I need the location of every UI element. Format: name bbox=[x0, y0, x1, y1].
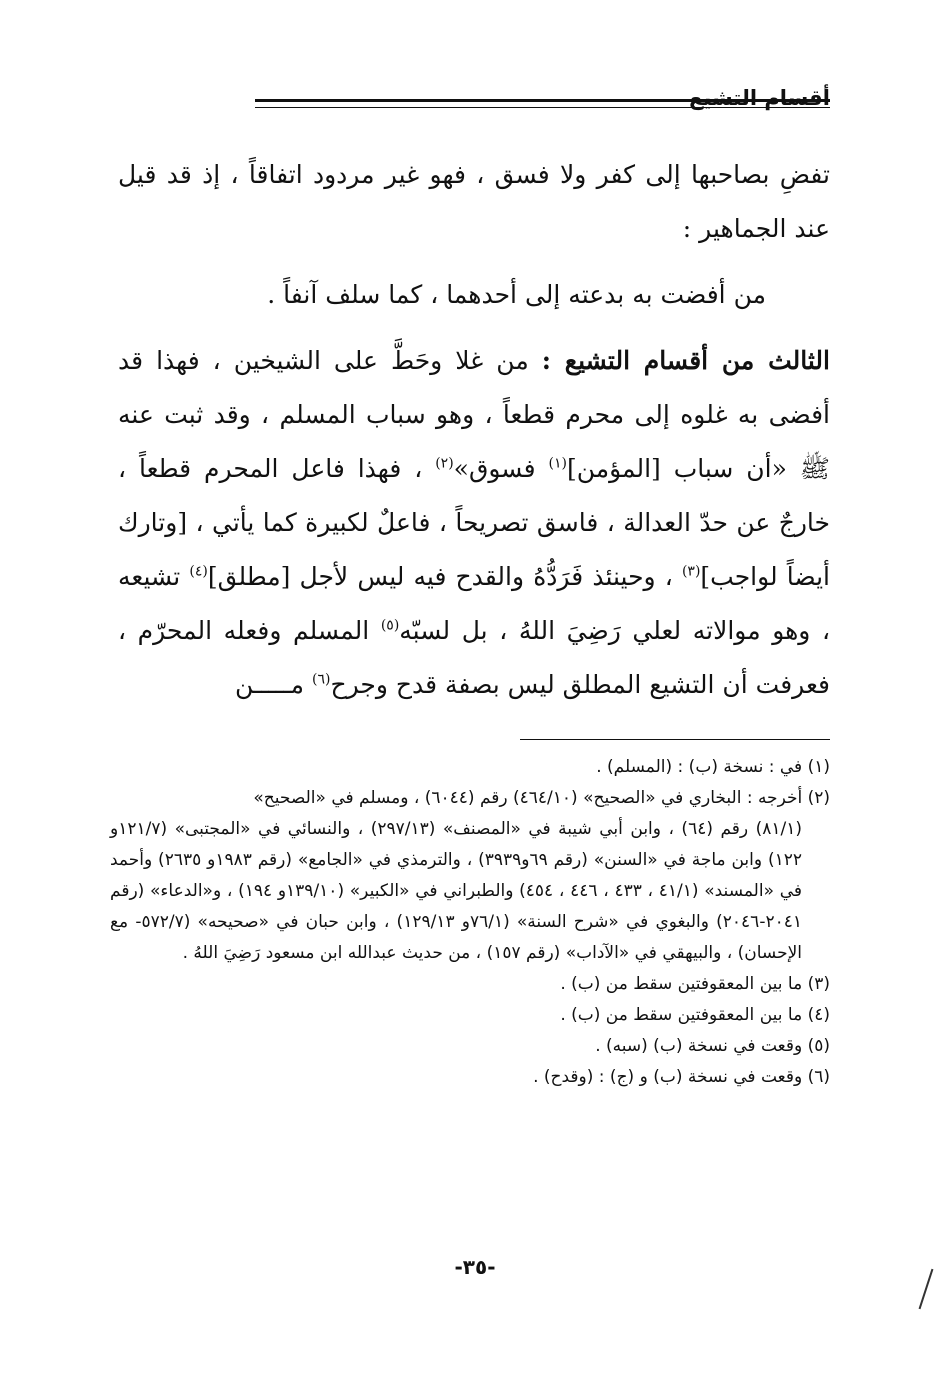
footnote-ref-3[interactable]: (٣) bbox=[681, 563, 701, 580]
text-run: ، وحينئذ فَرَدُّهُ والقدح فيه ليس لأجل [مطلق] bbox=[207, 562, 682, 591]
section-lead: الثالث من أقسام التشيع : bbox=[541, 346, 830, 375]
footnote-ref-1[interactable]: (١) bbox=[548, 455, 567, 472]
footnote-ref-2[interactable]: (٢) bbox=[435, 455, 454, 472]
footnote-6: (٦) وقعت في نسخة (ب) و (ج) : (وقدح) . bbox=[533, 1067, 830, 1087]
text-run: ، فهذا فاعل المحرم قطعاً ، خارجٌ عن حدّ العدالة ، فاسق تصريحاً ، فاعلٌ لكبيرة كما يأتي ، [وتارك أيضاً لواجب] bbox=[118, 454, 830, 591]
footnote-2: (٢) أخرجه : البخاري في «الصحيح» (٤٦٤/١٠) رقم (٦٠٤٤) ، ومسلم في «الصحيح» bbox=[253, 788, 830, 808]
main-text bbox=[118, 148, 830, 712]
paragraph-3 bbox=[118, 334, 830, 712]
footnote-4: (٤) ما بين المعقوفتين سقط من (ب) . bbox=[560, 1005, 830, 1025]
footnote-ref-4[interactable]: (٤) bbox=[189, 563, 208, 580]
text-run: فسوق» bbox=[453, 454, 549, 483]
text-run: تشيعه ، وهو موالاته لعلي رَضِيَ اللهُ ، بل لسبّه bbox=[118, 562, 831, 645]
running-title: أقسام التشيع bbox=[689, 86, 830, 110]
paragraph-1: تفضِ بصاحبها إلى كفر ولا فسق ، فهو غير مردود اتفاقاً ، إذ قد قيل عند الجماهير : bbox=[118, 160, 830, 243]
footnote-ref-5[interactable]: (٥) bbox=[380, 617, 400, 634]
footnote-3: (٣) ما بين المعقوفتين سقط من (ب) . bbox=[560, 974, 830, 994]
header-rule bbox=[255, 99, 830, 108]
footnote-separator bbox=[520, 739, 830, 740]
page-number: -٣٥- bbox=[454, 1255, 496, 1279]
text-run: من غلا وحَطَّ على الشيخين ، فهذا قد أفضى به غلوه إلى محرم قطعاً ، وهو سباب المسلم ، وقد ثبت عنه ﷺ «أن سباب [المؤمن] bbox=[118, 346, 831, 483]
footnote-5: (٥) وقعت في نسخة (ب) (سبه) . bbox=[595, 1036, 830, 1056]
footnotes bbox=[110, 752, 830, 1093]
footnote-2-continued: (٨١/١) رقم (٦٤) ، وابن أبي شيبة في «المصنف» (٢٩٧/١٣) ، والنسائي في «المجتبى» (١٢١/٧و ١٢٢) وابن ماجة في «السنن» (رقم ٦٩و٣٩٣٩) ، والترمذي في «الجامع» (رقم ١٩٨٣و ٢٦٣٥) وأحمد في «المسند» (٤١/١ ، ٤٣٣ ، ٤٤٦ ، ٤٥٤) والطبراني في «الكبير» (١٣٩/١٠و ١٩٤) ، و«الدعاء» (رقم ٢٠٤١-٢٠٤٦) والبغوي في «شرح السنة» (٧٦/١و ١٢٩/١٣) ، وابن حبان في «صحيحه» (٥٧٢/٧- مع الإحسان) ، والبيهقي في «الآداب» (رقم ١٥٧) ، من حديث عبدالله ابن مسعود رَضِيَ اللهُ . bbox=[110, 819, 803, 963]
text-run: مـــــن bbox=[234, 670, 312, 699]
paragraph-2: من أفضت به بدعته إلى أحدهما ، كما سلف آنفاً . bbox=[267, 280, 766, 309]
footnote-ref-6[interactable]: (٦) bbox=[311, 671, 331, 688]
text-run: المسلم وفعله المحرّم ، فعرفت أن التشيع المطلق ليس بصفة قدح وجرح bbox=[118, 616, 830, 699]
footnote-1: (١) في : نسخة (ب) : (المسلم) . bbox=[596, 757, 830, 777]
